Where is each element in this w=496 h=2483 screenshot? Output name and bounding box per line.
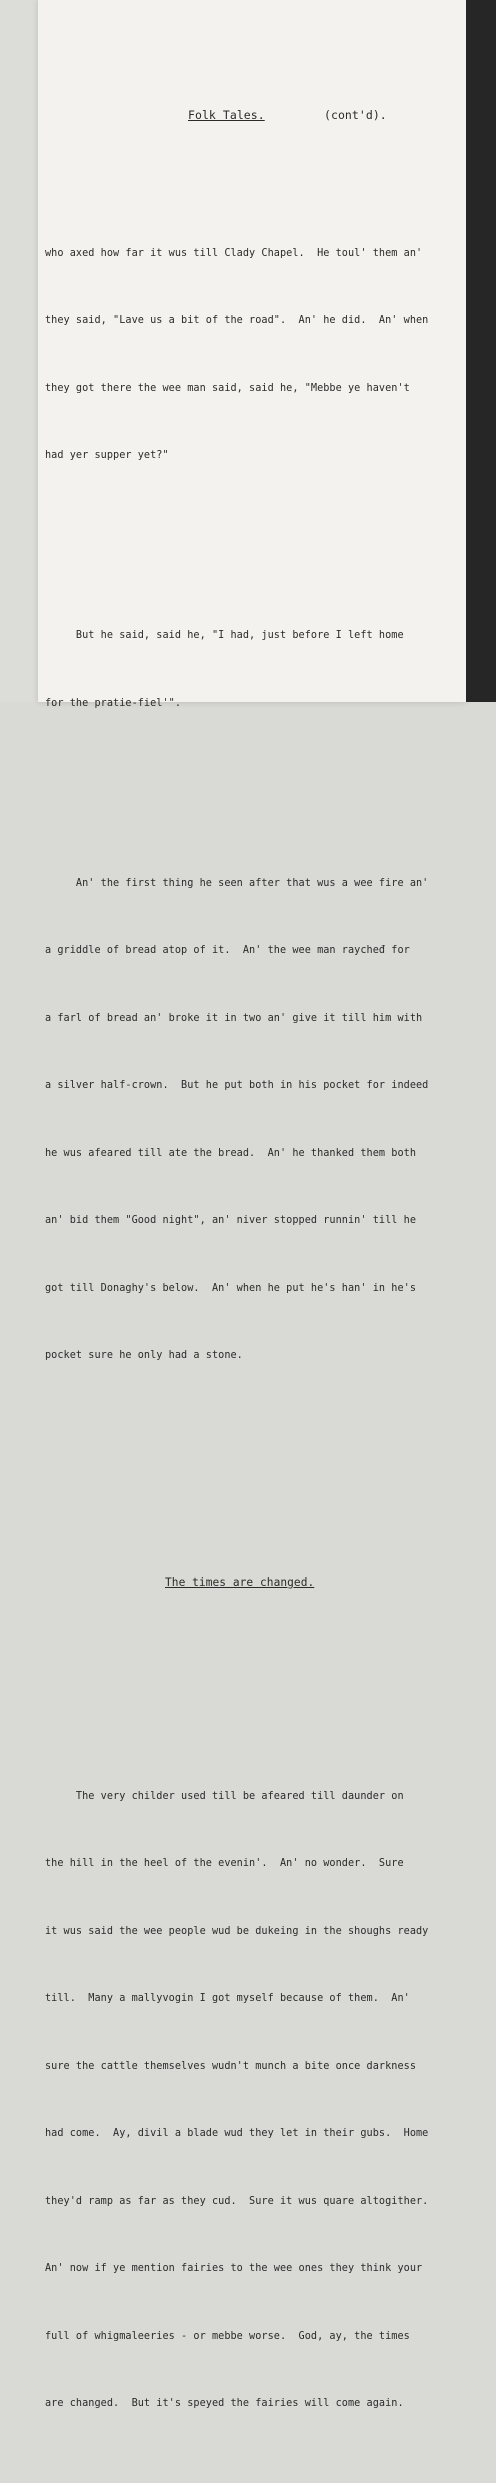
paragraph-2	[45, 580, 465, 760]
text-line: an' bid them "Good night", an' niver stopped runnin' till he	[45, 1215, 417, 1226]
section-paragraph	[45, 1741, 465, 2461]
spacer	[45, 1480, 465, 1494]
document-text	[45, 55, 465, 2483]
text-line: An' the first thing he seen after that wus a wee fire an'	[45, 877, 429, 889]
text-line: they got there the wee man said, said he, "Mebbe ye haven't	[45, 382, 410, 394]
text-line: who axed how far it wus till Clady Chapel. He toul' them an'	[45, 247, 423, 259]
binding-strip	[466, 0, 496, 702]
text-line: a griddle of bread atop of it. An' the wee man raycheđ for	[45, 945, 410, 956]
text-line: he wus afeared till ate the bread. An' he thanked them both	[45, 1147, 417, 1159]
spacer	[45, 1663, 465, 1673]
text-line: An' now if ye mention fairies to the wee ones they think your	[45, 2263, 423, 2274]
text-line: had come. Ay, divil a blade wud they let in their gubs. Home	[45, 2128, 429, 2139]
text-line: for the pratie-fiel'".	[45, 697, 182, 709]
text-line: pocket sure he only had a stone.	[45, 1350, 243, 1361]
page-title: Folk Tales.	[188, 108, 265, 122]
text-line: But he said, said he, "I had, just before I left home	[45, 630, 404, 641]
text-line: had yer supper yet?"	[45, 450, 169, 461]
text-line: are changed. But it's speyed the fairies will come again.	[45, 2398, 404, 2409]
text-line: a farl of bread an' broke it in two an' give it till him with	[45, 1012, 423, 1024]
text-line: the hill in the heel of the evenin'. An' no wonder. Sure	[45, 1858, 404, 1869]
text-line: sure the cattle themselves wudn't munch a bite once darkness	[45, 2060, 417, 2072]
text-line: they said, "Lave us a bit of the road". An' he did. An' when	[45, 315, 429, 326]
text-line: a silver half-crown. But he put both in his pocket for indeed	[45, 1080, 429, 1091]
section-title: The times are changed.	[165, 1575, 315, 1589]
paragraph-1	[45, 198, 465, 513]
text-line: they'd ramp as far as they cud. Sure it wus quare altogither.	[45, 2195, 429, 2207]
paragraph-3	[45, 828, 465, 1413]
text-line: full of whigmaleeries - or mebbe worse. God, ay, the times	[45, 2330, 410, 2342]
scan-edge	[0, 0, 38, 702]
text-line: till. Many a mallyvogin I got myself because of them. An'	[45, 1993, 410, 2004]
text-line: it wus said the wee people wud be dukeing in the shoughs ready	[45, 1925, 429, 1937]
continued-label: (cont'd).	[324, 108, 387, 122]
page-header	[45, 100, 465, 130]
text-line: got till Donaghy's below. An' when he put he's han' in he's	[45, 1282, 417, 1294]
text-line: The very childer used till be afeared till daunder on	[45, 1790, 404, 1802]
